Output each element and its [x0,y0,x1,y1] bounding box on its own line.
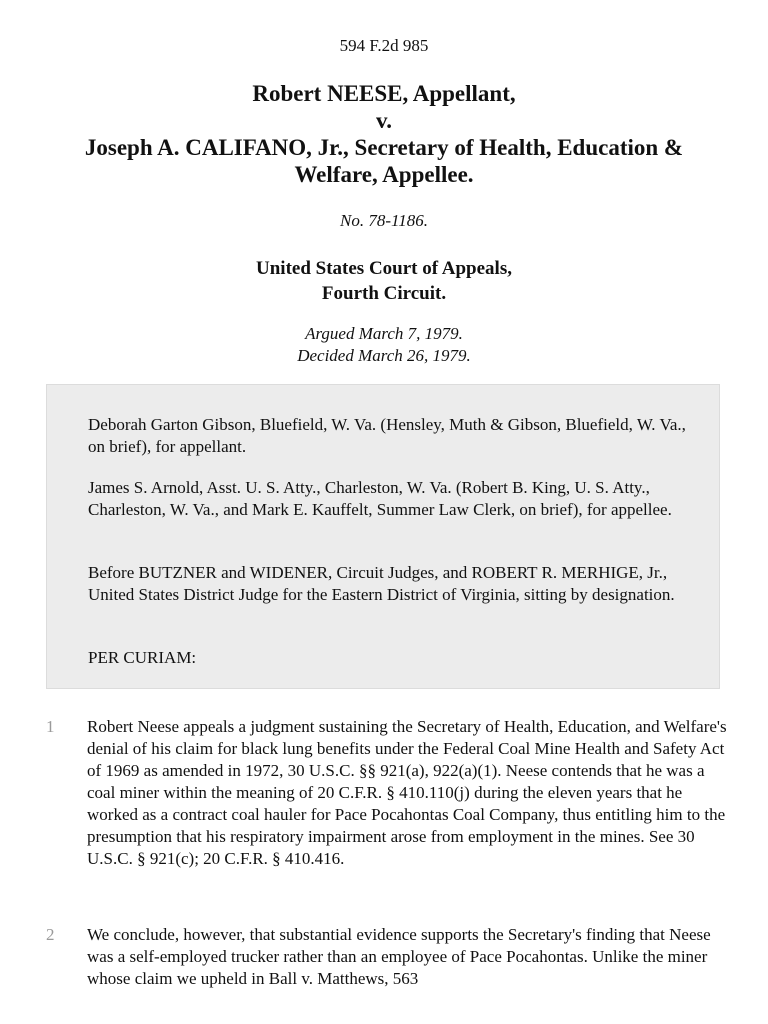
appellant-name: Robert NEESE, Appellant, [252,81,516,106]
appellee-counsel: James S. Arnold, Asst. U. S. Atty., Charleston, W. Va. (Robert B. King, U. S. Atty., Charleston, W. Va., and Mark E. Kauffelt, Summer Law Clerk, on brief), for appellee. [88,478,672,519]
paragraph-text: We conclude, however, that substantial evidence supports the Secretary's finding that Neese was a self-employed trucker rather than an employee of Pace Pocahontas. Unlike the miner whose claim we upheld in Ball v. Matthews, 563 [87,925,711,988]
versus-label: v. [376,108,392,133]
paragraph-number: 2 [46,925,55,944]
docket-number: No. 78-1186. [340,211,428,230]
appellant-counsel: Deborah Garton Gibson, Bluefield, W. Va. (Hensley, Muth & Gibson, Bluefield, W. Va., on brief), for appellant. [88,415,686,456]
case-citation: 594 F.2d 985 [339,36,429,55]
opinion-type: PER CURIAM: [88,648,197,667]
court-name-line-1: United States Court of Appeals, [256,258,512,279]
court-name-line-2: Fourth Circuit. [321,283,447,304]
case-caption [30,80,738,188]
appellee-name-line-1: Joseph A. CALIFANO, Jr., Secretary of Health, Education & [84,135,684,160]
argued-date: Argued March 7, 1979. [305,324,463,343]
decided-date: Decided March 26, 1979. [297,346,471,365]
case-dates [0,323,768,367]
appellee-name-line-2: Welfare, Appellee. [294,162,474,187]
judicial-panel: Before BUTZNER and WIDENER, Circuit Judges, and ROBERT R. MERHIGE, Jr., United States District Judge for the Eastern District of Virginia, sitting by designation. [88,563,675,604]
case-header-box [46,384,720,689]
paragraph-text: Robert Neese appeals a judgment sustaining the Secretary of Health, Education, and Welfare's denial of his claim for black lung benefits under the Federal Coal Mine Health and Safety Act of 1969 as amended in 1972, 30 U.S.C. §§ 921(a), 922(a)(1). Neese contends that he was a coal miner within the meaning of 20 C.F.R. § 410.110(j) during the eleven years that he worked as a contract coal hauler for Pace Pocahontas Coal Company, thus entitling him to the presumption that his respiratory impairment arose from employment in the mines. See 30 U.S.C. § 921(c); 20 C.F.R. § 410.416. [87,717,727,868]
paragraph-number: 1 [46,717,55,736]
court-name [0,256,768,306]
